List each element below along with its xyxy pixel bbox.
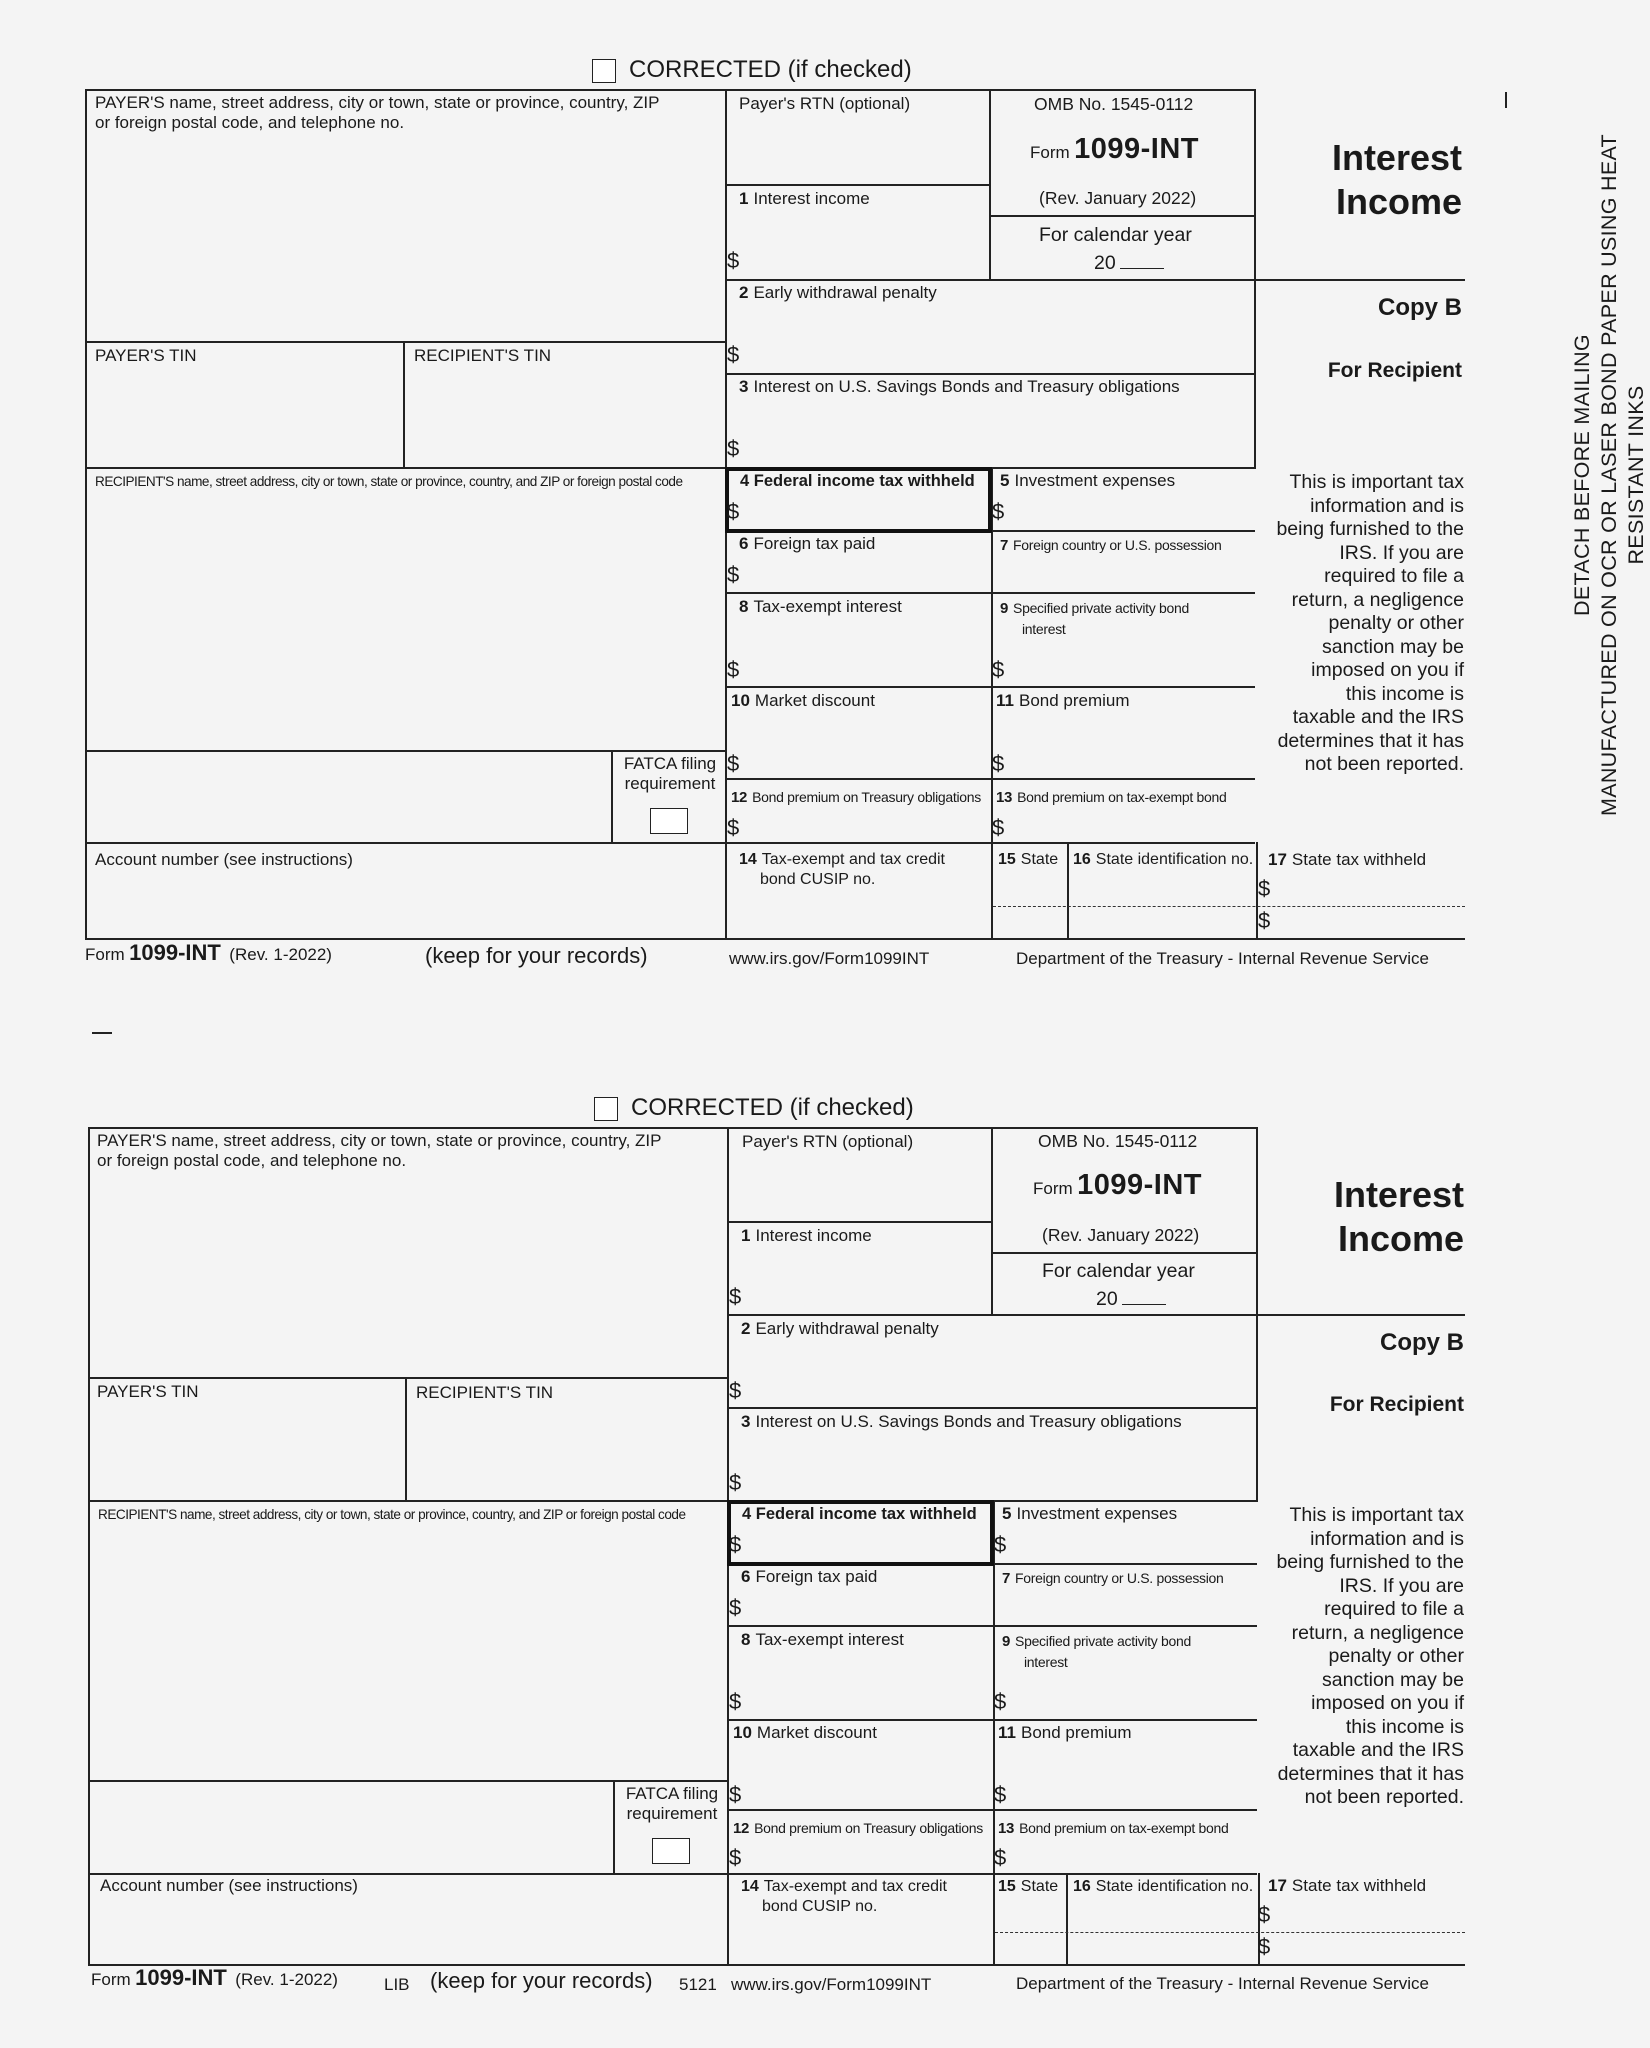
box1-label: 1 Interest income: [739, 189, 870, 208]
omb-number: OMB No. 1545-0112: [1038, 1131, 1198, 1151]
box13-label: 13 Bond premium on tax-exempt bond: [998, 1820, 1229, 1837]
box13-dollar[interactable]: $: [992, 815, 1005, 840]
form-top-border: [88, 1127, 1257, 1129]
form-title: Form 1099-INT: [1033, 1169, 1203, 1201]
box7-label: 7 Foreign country or U.S. possession: [1002, 1570, 1224, 1587]
box9-dollar[interactable]: $: [994, 1689, 1007, 1714]
footer-form-id: Form 1099-INT (Rev. 1-2022): [91, 1965, 338, 1990]
divider-h: [725, 686, 1255, 688]
irs-website[interactable]: www.irs.gov/Form1099INT: [731, 1975, 932, 1994]
form-title: Form 1099-INT: [1030, 133, 1200, 165]
form-left-border: [88, 1127, 90, 1966]
box6-dollar[interactable]: $: [729, 1595, 742, 1620]
footer-lib: LIB: [384, 1975, 410, 1994]
fatca-label: FATCA filing requirement: [623, 754, 717, 793]
box4-label: 4 Federal income tax withheld: [742, 1505, 977, 1523]
department: Department of the Treasury - Internal Revenue Service: [1016, 1974, 1429, 1993]
fatca-label: FATCA filing requirement: [625, 1784, 719, 1823]
box13-label: 13 Bond premium on tax-exempt bond: [996, 789, 1227, 806]
box17-dollar-1[interactable]: $: [1258, 876, 1271, 901]
recipient-name-label: RECIPIENT'S name, street address, city or town, state or province, country, and ZIP or foreign postal code: [95, 474, 683, 489]
divider-h: [725, 184, 990, 186]
box3-label: 3 Interest on U.S. Savings Bonds and Treasury obligations: [741, 1412, 1182, 1431]
box14-label: 14 Tax-exempt and tax credit bond CUSIP no.: [741, 1878, 947, 1915]
divider-h: [989, 215, 1254, 217]
box11-dollar[interactable]: $: [992, 751, 1005, 776]
for-recipient-label: For Recipient: [1327, 359, 1462, 382]
divider-h: [85, 341, 727, 343]
copy-b-bottom: [0, 1036, 1600, 2036]
box12-dollar[interactable]: $: [727, 815, 740, 840]
box5-label: 5 Investment expenses: [1002, 1504, 1178, 1523]
calendar-year-label: For calendar year: [1042, 1260, 1195, 1282]
manufactured-text: MANUFACTURED ON OCR OR LASER BOND PAPER USING HEAT RESISTANT INKS: [1597, 134, 1648, 816]
box7-label: 7 Foreign country or U.S. possession: [1000, 537, 1222, 554]
divider-v: [403, 341, 405, 468]
form-name: Interest Income: [1331, 137, 1462, 222]
divider-h: [727, 1221, 992, 1223]
box8-dollar[interactable]: $: [729, 1689, 742, 1714]
box2-label: 2 Early withdrawal penalty: [741, 1319, 939, 1338]
divider-h: [88, 1873, 1257, 1875]
box6-label: 6 Foreign tax paid: [741, 1567, 878, 1586]
box15-label: 15 State: [998, 1878, 1059, 1895]
important-notice: This is important tax information and is being furnished to the IRS. If you are required to file a return, a negligence penalty or other sanction may be imposed on you if this income is taxable and the IRS determines that it has not been reported.: [1276, 471, 1464, 775]
divider-v: [991, 467, 993, 940]
account-number-label: Account number (see instructions): [95, 850, 353, 869]
box9-label: 9 Specified private activity bond interest: [1000, 600, 1189, 637]
important-notice: This is important tax information and is being furnished to the IRS. If you are required to file a return, a negligence penalty or other sanction may be imposed on you if this income is taxable and the IRS determines that it has not been reported.: [1276, 1504, 1464, 1808]
copy-b-label: Copy B: [1378, 294, 1462, 321]
box4-dollar[interactable]: $: [727, 499, 740, 524]
divider-h: [88, 1500, 1257, 1502]
detach-text: DETACH BEFORE MAILING: [1570, 334, 1594, 616]
divider-v: [993, 1500, 995, 1966]
box15-label: 15 State: [998, 851, 1059, 868]
recipient-name-label: RECIPIENT'S name, street address, city or town, state or province, country, and ZIP or foreign postal code: [98, 1507, 686, 1522]
form-top-border: [85, 89, 1254, 91]
separator-mark: [92, 1032, 112, 1034]
box4-dollar[interactable]: $: [729, 1532, 742, 1557]
divider-h: [85, 750, 727, 752]
divider-h: [88, 1377, 729, 1379]
keep-records: (keep for your records): [430, 1968, 653, 1993]
box6-label: 6 Foreign tax paid: [739, 534, 876, 553]
box8-label: 8 Tax-exempt interest: [741, 1630, 904, 1649]
divider-h: [85, 467, 1255, 469]
recipient-tin-label: RECIPIENT'S TIN: [416, 1383, 554, 1402]
calendar-year-value: 20: [1094, 253, 1164, 273]
box16-label: 16 State identification no.: [1073, 851, 1254, 868]
divider-h: [725, 373, 1255, 375]
box11-label: 11 Bond premium: [998, 1723, 1132, 1742]
payer-name-label: PAYER'S name, street address, city or town, state or province, country, ZIP or foreign postal code, and telephone no.: [97, 1131, 662, 1170]
box16-label: 16 State identification no.: [1073, 1878, 1254, 1895]
box10-dollar[interactable]: $: [729, 1782, 742, 1807]
divider-v: [613, 1780, 615, 1874]
box12-label: 12 Bond premium on Treasury obligations: [731, 789, 981, 806]
divider-h: [727, 1719, 1257, 1721]
revision: (Rev. January 2022): [1042, 1225, 1200, 1245]
divider-v: [1067, 842, 1069, 940]
box9-dollar[interactable]: $: [992, 657, 1005, 682]
revision: (Rev. January 2022): [1039, 188, 1197, 208]
box6-dollar[interactable]: $: [727, 562, 740, 587]
box5-dollar[interactable]: $: [994, 1532, 1007, 1557]
payer-rtn-label: Payer's RTN (optional): [739, 94, 911, 113]
box2-dollar[interactable]: $: [727, 342, 740, 367]
box17-label: 17 State tax withheld: [1268, 850, 1427, 869]
divider-h: [991, 1252, 1256, 1254]
copy-b-label: Copy B: [1380, 1329, 1464, 1356]
box11-label: 11 Bond premium: [996, 691, 1130, 710]
payer-tin-label: PAYER'S TIN: [95, 346, 197, 365]
footer-code: 5121: [679, 1975, 717, 1994]
form-left-border: [85, 89, 87, 940]
divider-v: [1066, 1873, 1068, 1966]
footer-form-id: Form 1099-INT (Rev. 1-2022): [85, 940, 332, 965]
corrected-checkbox[interactable]: [594, 1097, 618, 1121]
calendar-year-value: 20: [1096, 1289, 1166, 1309]
calendar-year-label: For calendar year: [1039, 224, 1192, 246]
fatca-checkbox[interactable]: [650, 808, 688, 834]
divider-v: [405, 1378, 407, 1501]
copy-b-top: [0, 0, 1600, 1000]
account-number-label: Account number (see instructions): [100, 1876, 358, 1895]
omb-number: OMB No. 1545-0112: [1034, 94, 1194, 114]
box17-dollar-1[interactable]: $: [1258, 1902, 1271, 1927]
divider-h: [85, 842, 1255, 844]
divider-h: [727, 1314, 1465, 1316]
payer-tin-label: PAYER'S TIN: [97, 1382, 199, 1401]
box8-dollar[interactable]: $: [727, 657, 740, 682]
box1-label: 1 Interest income: [741, 1226, 872, 1245]
box13-dollar[interactable]: $: [994, 1845, 1007, 1870]
box17-dollar-2[interactable]: $: [1258, 908, 1271, 933]
irs-website[interactable]: www.irs.gov/Form1099INT: [729, 949, 930, 968]
divider-h: [88, 1780, 729, 1782]
box2-dollar[interactable]: $: [729, 1378, 742, 1403]
box2-label: 2 Early withdrawal penalty: [739, 283, 937, 302]
corrected-label: CORRECTED (if checked): [631, 1094, 914, 1121]
box14-label: 14 Tax-exempt and tax credit bond CUSIP no.: [739, 851, 945, 888]
box12-label: 12 Bond premium on Treasury obligations: [733, 1820, 983, 1837]
divider-h: [725, 279, 1465, 281]
box1-dollar[interactable]: $: [729, 1284, 742, 1309]
box17-label: 17 State tax withheld: [1268, 1876, 1427, 1895]
box10-dollar[interactable]: $: [727, 751, 740, 776]
box11-dollar[interactable]: $: [994, 1782, 1007, 1807]
corrected-checkbox[interactable]: [592, 59, 616, 83]
box17-dollar-2[interactable]: $: [1258, 1934, 1271, 1959]
box1-dollar[interactable]: $: [727, 248, 740, 273]
keep-records: (keep for your records): [425, 943, 648, 968]
box3-dollar[interactable]: $: [727, 436, 740, 461]
divider-v: [611, 750, 613, 843]
divider-h: [725, 592, 1255, 594]
box4-label: 4 Federal income tax withheld: [740, 472, 975, 490]
divider-h: [725, 778, 1255, 780]
box5-label: 5 Investment expenses: [1000, 471, 1176, 490]
form-name: Interest Income: [1333, 1174, 1464, 1259]
department: Department of the Treasury - Internal Revenue Service: [1016, 949, 1429, 968]
state-dashed-line: [993, 906, 1465, 907]
box3-label: 3 Interest on U.S. Savings Bonds and Treasury obligations: [739, 377, 1180, 396]
recipient-tin-label: RECIPIENT'S TIN: [414, 346, 552, 365]
state-dashed-line: [995, 1932, 1465, 1933]
divider-h: [727, 1625, 1257, 1627]
divider-h: [727, 1809, 1257, 1811]
box5-dollar[interactable]: $: [992, 499, 1005, 524]
payer-rtn-label: Payer's RTN (optional): [742, 1132, 914, 1151]
payer-name-label: PAYER'S name, street address, city or town, state or province, country, ZIP or foreign postal code, and telephone no.: [95, 93, 660, 132]
for-recipient-label: For Recipient: [1329, 1393, 1464, 1416]
box10-label: 10 Market discount: [733, 1723, 877, 1742]
box12-dollar[interactable]: $: [729, 1845, 742, 1870]
fatca-checkbox[interactable]: [652, 1838, 690, 1864]
box9-label: 9 Specified private activity bond interest: [1002, 1633, 1191, 1670]
divider-h: [727, 1407, 1257, 1409]
corrected-label: CORRECTED (if checked): [629, 56, 912, 83]
box10-label: 10 Market discount: [731, 691, 875, 710]
box3-dollar[interactable]: $: [729, 1470, 742, 1495]
box8-label: 8 Tax-exempt interest: [739, 597, 902, 616]
